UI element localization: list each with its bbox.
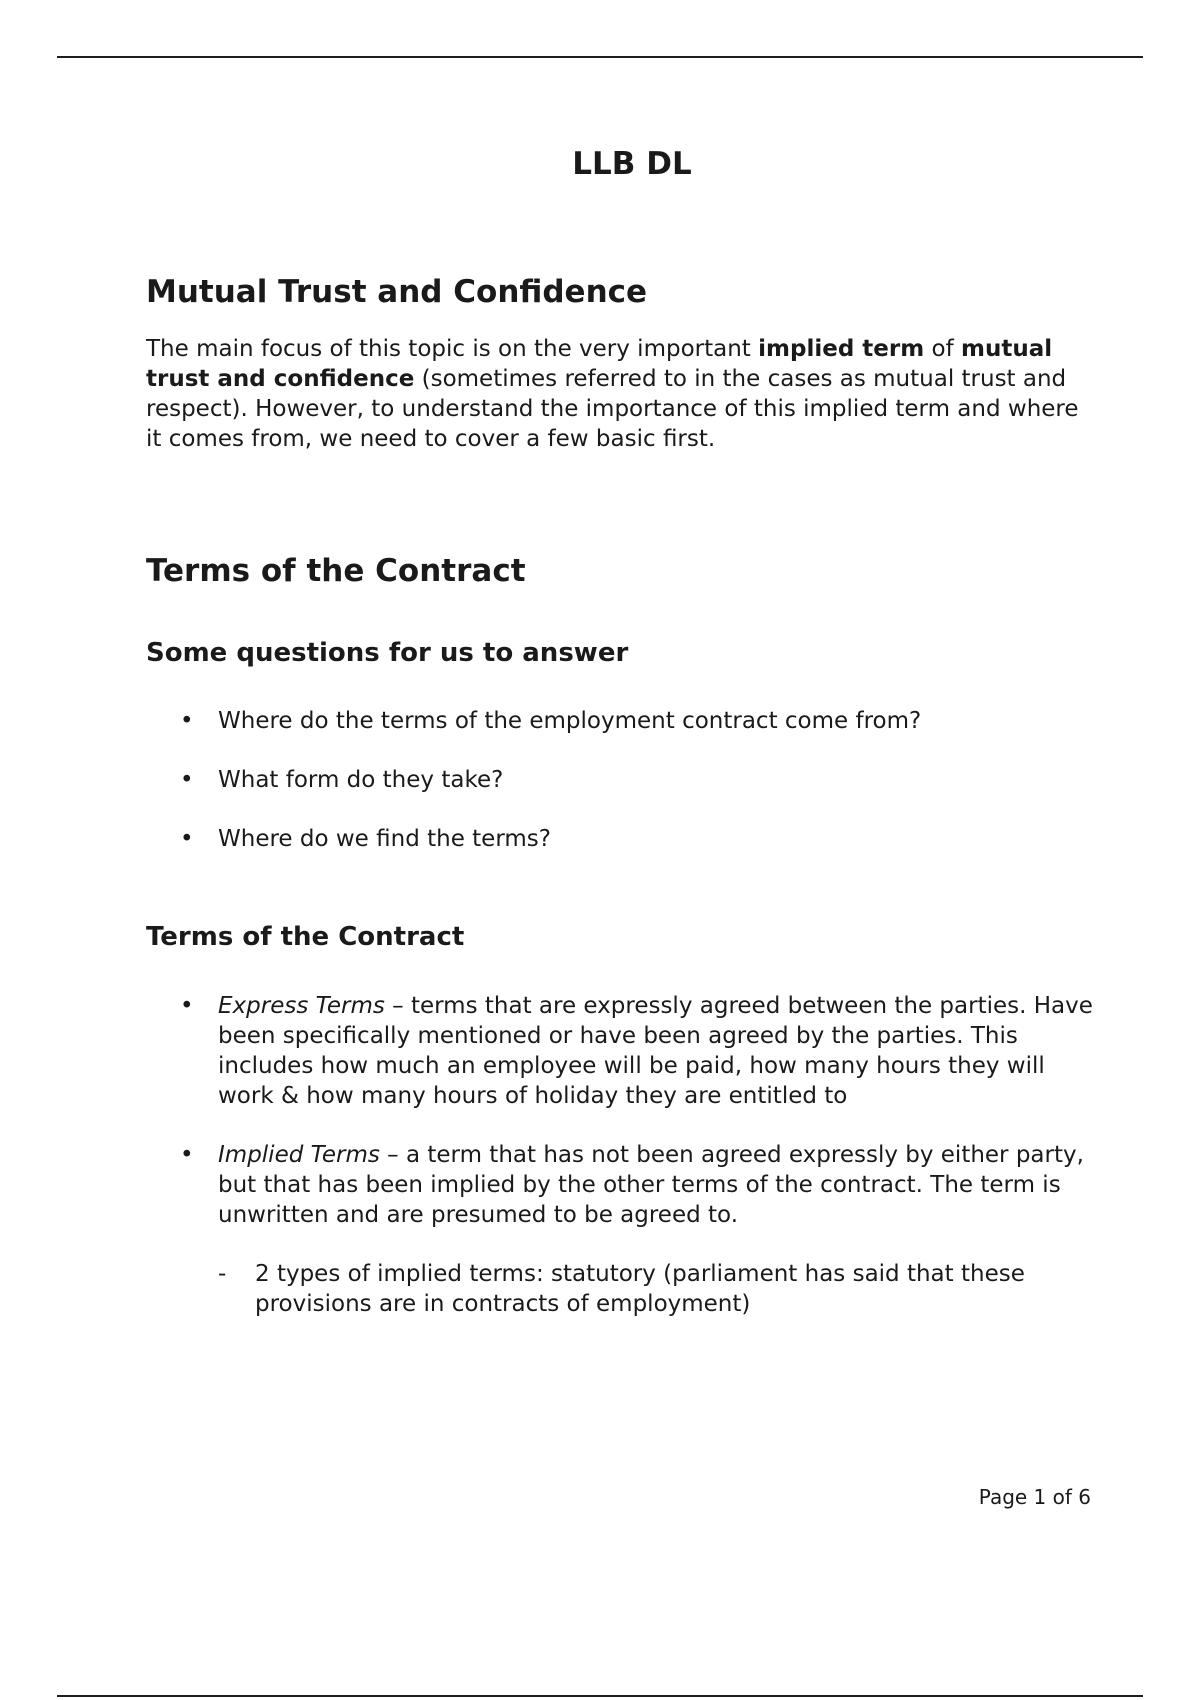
terms-list <box>146 991 1096 1230</box>
list-item <box>146 991 1096 1111</box>
questions-list <box>146 706 1096 854</box>
sub-item-text: 2 types of implied terms: statutory (parliament has said that these provisions are in contracts of employment) <box>255 1261 1025 1317</box>
intro-text-part-1: The main focus of this topic is on the very important <box>146 336 759 362</box>
document-body <box>146 272 1096 1319</box>
intro-bold-implied-term: implied term <box>758 336 925 362</box>
intro-bold-mutual-trust: mutual trust and confidence <box>146 336 1053 392</box>
question-text: Where do we find the terms? <box>218 826 551 852</box>
list-item <box>146 1140 1096 1230</box>
question-text: Where do the terms of the employment contract come from? <box>218 708 922 734</box>
section-heading-terms: Terms of the Contract <box>146 553 526 589</box>
bullet-icon: • <box>180 1142 194 1168</box>
list-item <box>146 824 1096 854</box>
top-rule <box>57 56 1143 58</box>
term-name-express: Express Terms <box>218 993 385 1019</box>
list-item <box>146 765 1096 795</box>
implied-terms-sub-item <box>146 1259 1096 1319</box>
bullet-icon: • <box>180 708 194 734</box>
subheading-terms-of-contract: Terms of the Contract <box>146 922 465 952</box>
intro-text-part-3: (sometimes referred to in the cases as mutual trust and respect). However, to understand the importance of this implied term and where it comes from, we need to cover a few basic first. <box>146 366 1079 452</box>
bottom-rule <box>57 1695 1143 1697</box>
intro-paragraph <box>146 334 1096 454</box>
page-number: Page 1 of 6 <box>978 1485 1091 1509</box>
bullet-icon: • <box>180 767 194 793</box>
term-name-implied: Implied Terms <box>218 1142 380 1168</box>
term-description: – a term that has not been agreed expressly by either party, but that has been implied by the other terms of the contract. The term is unwritten and are presumed to be agreed to. <box>218 1142 1084 1228</box>
subheading-questions: Some questions for us to answer <box>146 638 629 668</box>
list-item <box>146 706 1096 736</box>
bullet-icon: • <box>180 826 194 852</box>
bullet-icon: • <box>180 993 194 1019</box>
section-heading-mutual-trust: Mutual Trust and Confidence <box>146 274 648 310</box>
question-text: What form do they take? <box>218 767 504 793</box>
page-title: LLB DL <box>572 146 692 182</box>
intro-text-part-2: of <box>924 336 961 362</box>
dash-icon: - <box>218 1261 227 1287</box>
term-description: – terms that are expressly agreed between the parties. Have been specifically mentioned or have been agreed by the parties. This includes how much an employee will be paid, how many hours they will work & how many hours of holiday they are entitled to <box>218 993 1093 1109</box>
